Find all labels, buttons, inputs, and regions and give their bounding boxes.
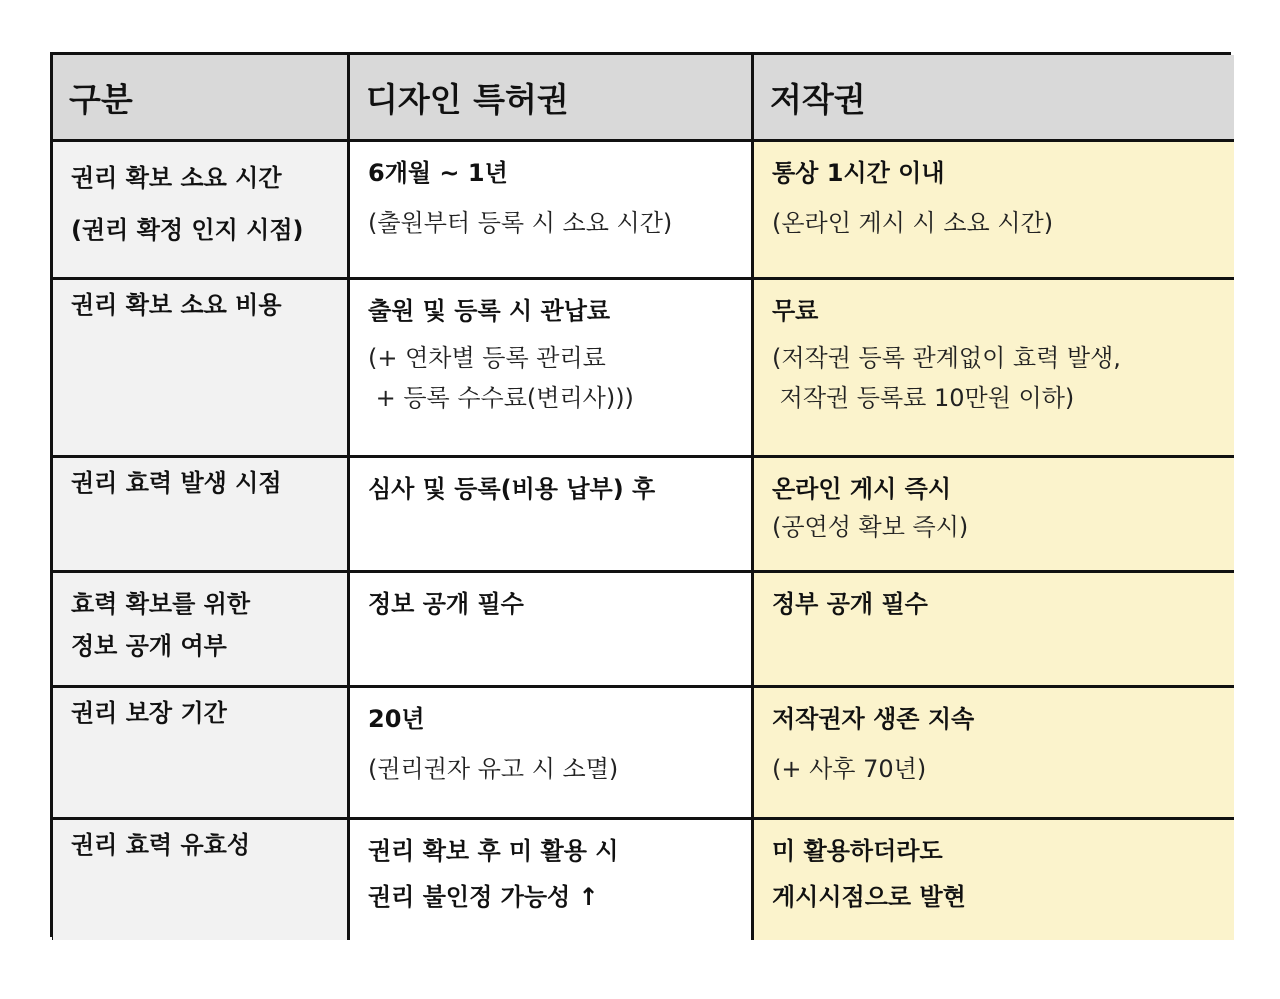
copyright-main-text: 통상 1시간 이내 [772, 159, 945, 187]
copyright-validity [754, 820, 1234, 940]
row-label-line: 권리 보장 기간 [71, 699, 227, 727]
design-validity [350, 820, 754, 940]
design-note-text [368, 338, 751, 418]
copyright-main-text: 정부 공개 필수 [772, 590, 928, 618]
copyright-note-text [772, 338, 1234, 418]
row-label-line: 효력 확보를 위한 [71, 590, 250, 618]
design-protection-period [350, 688, 754, 820]
main-line: 게시시점으로 발현 [772, 883, 966, 911]
row-label-disclosure [53, 573, 350, 688]
row-label-acquisition-cost [53, 280, 350, 458]
copyright-protection-period [754, 688, 1234, 820]
row-label-protection-period [53, 688, 350, 820]
design-note-text [368, 754, 751, 784]
copyright-acquisition-time [754, 142, 1234, 280]
note-line: (출원부터 등록 시 소요 시간) [368, 209, 673, 237]
note-line: (+ 연차별 등록 관리료 [368, 344, 606, 372]
row-label-line: 권리 확보 소요 시간 [71, 164, 282, 192]
note-line: (+ 사후 70년) [772, 755, 927, 783]
copyright-main-text [772, 836, 1234, 912]
row-label-line: 권리 확보 소요 비용 [71, 291, 282, 319]
note-line: (공연성 확보 즉시) [772, 513, 969, 541]
note-line: + 등록 수수료(변리사))) [368, 384, 634, 412]
comparison-table [50, 52, 1231, 937]
design-acquisition-time [350, 142, 754, 280]
copyright-disclosure [754, 573, 1234, 688]
copyright-effect-start [754, 458, 1234, 573]
row-label-validity [53, 820, 350, 940]
header-category: 구분 [53, 55, 350, 142]
copyright-note-text [772, 754, 1234, 784]
main-line: 권리 불인정 가능성 ↑ [368, 883, 599, 911]
row-label-line: 정보 공개 여부 [71, 632, 227, 660]
design-effect-start [350, 458, 754, 573]
note-line: (권리권자 유고 시 소멸) [368, 755, 619, 783]
header-copyright: 저작권 [754, 55, 1234, 142]
copyright-main-text: 무료 [772, 297, 819, 325]
design-main-text: 심사 및 등록(비용 납부) 후 [368, 475, 656, 503]
main-line: 권리 확보 후 미 활용 시 [368, 837, 619, 865]
note-line: (저작권 등록 관계없이 효력 발생, [772, 344, 1121, 372]
design-main-text: 정보 공개 필수 [368, 590, 524, 618]
copyright-acquisition-cost [754, 280, 1234, 458]
design-main-text: 6개월 ~ 1년 [368, 159, 508, 187]
copyright-main-text: 저작권자 생존 지속 [772, 705, 975, 733]
note-line: (온라인 게시 시 소요 시간) [772, 209, 1054, 237]
header-design-patent: 디자인 특허권 [350, 55, 754, 142]
row-label-acquisition-time [53, 142, 350, 280]
design-main-text: 20년 [368, 705, 425, 733]
note-line: 저작권 등록료 10만원 이하) [772, 384, 1075, 412]
row-label-effect-start [53, 458, 350, 573]
row-label-line: (권리 확정 인지 시점) [71, 216, 304, 244]
design-main-text: 출원 및 등록 시 관납료 [368, 297, 611, 325]
copyright-note-text [772, 208, 1234, 238]
design-acquisition-cost [350, 280, 754, 458]
design-main-text [368, 836, 751, 912]
row-label-line: 권리 효력 발생 시점 [71, 469, 282, 497]
design-note-text [368, 208, 751, 238]
copyright-note-text [772, 512, 1234, 542]
main-line: 미 활용하더라도 [772, 837, 943, 865]
copyright-main-text: 온라인 게시 즉시 [772, 475, 951, 503]
row-label-line: 권리 효력 유효성 [71, 831, 250, 859]
design-disclosure [350, 573, 754, 688]
